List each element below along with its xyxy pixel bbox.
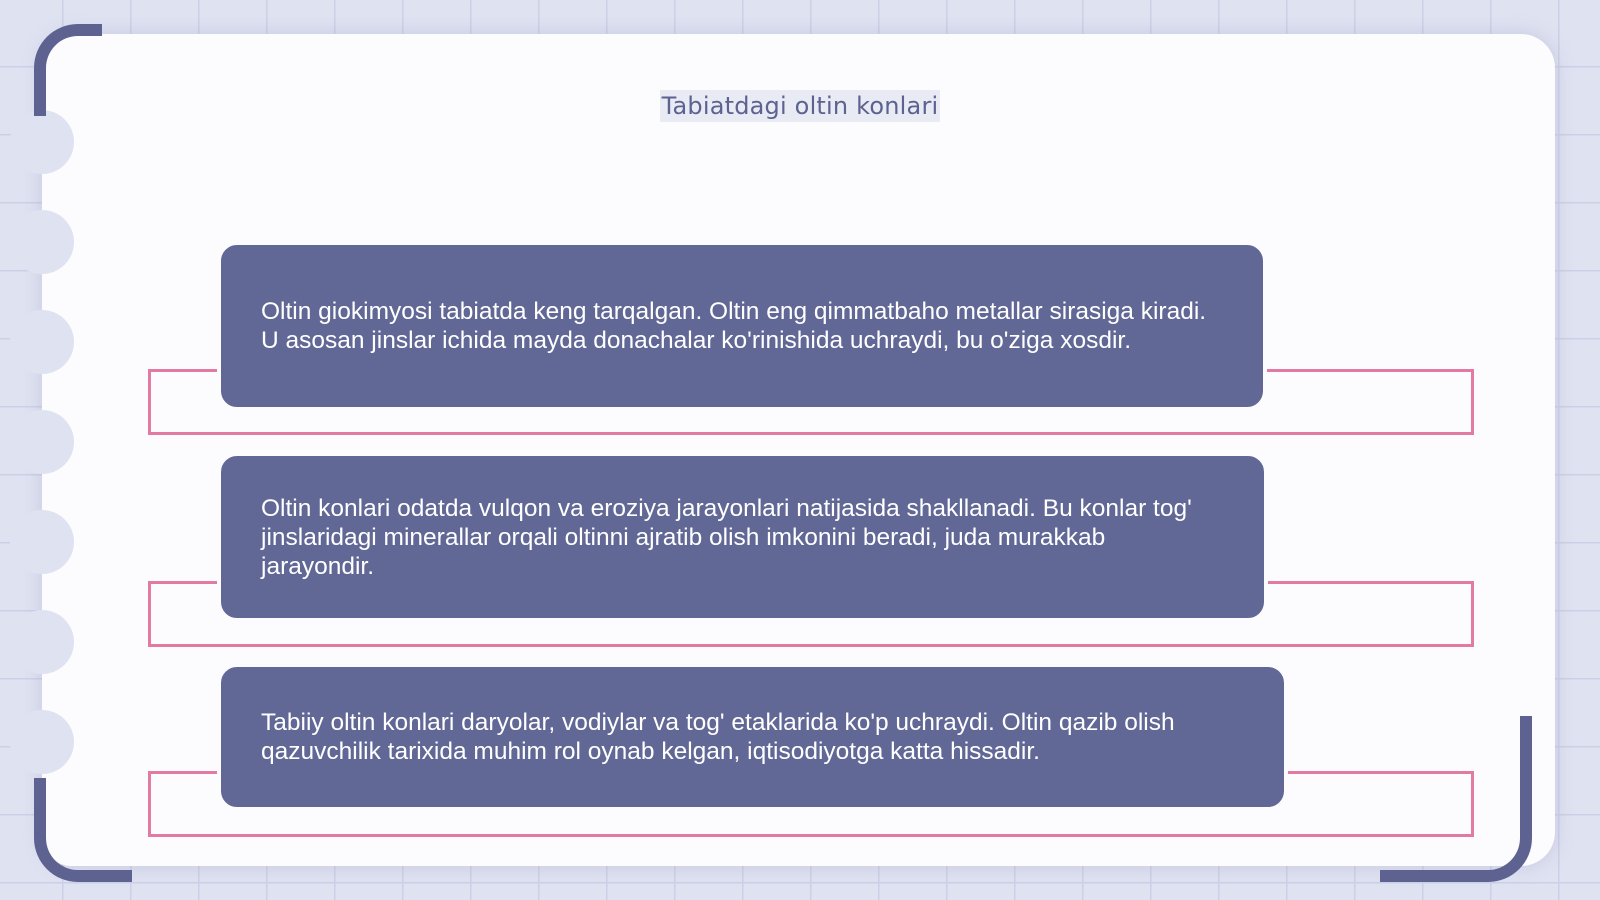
scallop-edge <box>10 310 74 374</box>
info-box-2 <box>217 452 1268 622</box>
info-box-3 <box>217 663 1288 811</box>
scallop-edge <box>10 410 74 474</box>
info-box-text: Oltin konlari odatda vulqon va eroziya jarayonlari natijasida shakllanadi. Bu konlar tog' jinslaridagi minerallar orqali oltinni ajratib olish imkonini beradi, juda murakkab jarayondir. <box>261 494 1192 580</box>
scallop-edge <box>10 210 74 274</box>
scallop-edge <box>10 510 74 574</box>
scallop-edge <box>10 710 74 774</box>
info-box-1 <box>217 241 1267 411</box>
info-box-text: Oltin giokimyosi tabiatda keng tarqalgan. Oltin eng qimmatbaho metallar sirasiga kiradi. U asosan jinslar ichida mayda donachalar ko'rinishida uchraydi, bu o'ziga xosdir. <box>261 298 1207 354</box>
slide-title-text: Tabiatdagi oltin konlari <box>661 92 939 120</box>
scallop-edge <box>10 610 74 674</box>
info-box-text: Tabiiy oltin konlari daryolar, vodiylar va tog' etaklarida ko'p uchraydi. Oltin qazib olish qazuvchilik tarixida muhim rol oynab kelgan, iqtisodiyotga katta hissadir. <box>261 709 1175 765</box>
slide-title <box>0 92 1600 120</box>
corner-bracket-bottom-left <box>34 778 132 882</box>
